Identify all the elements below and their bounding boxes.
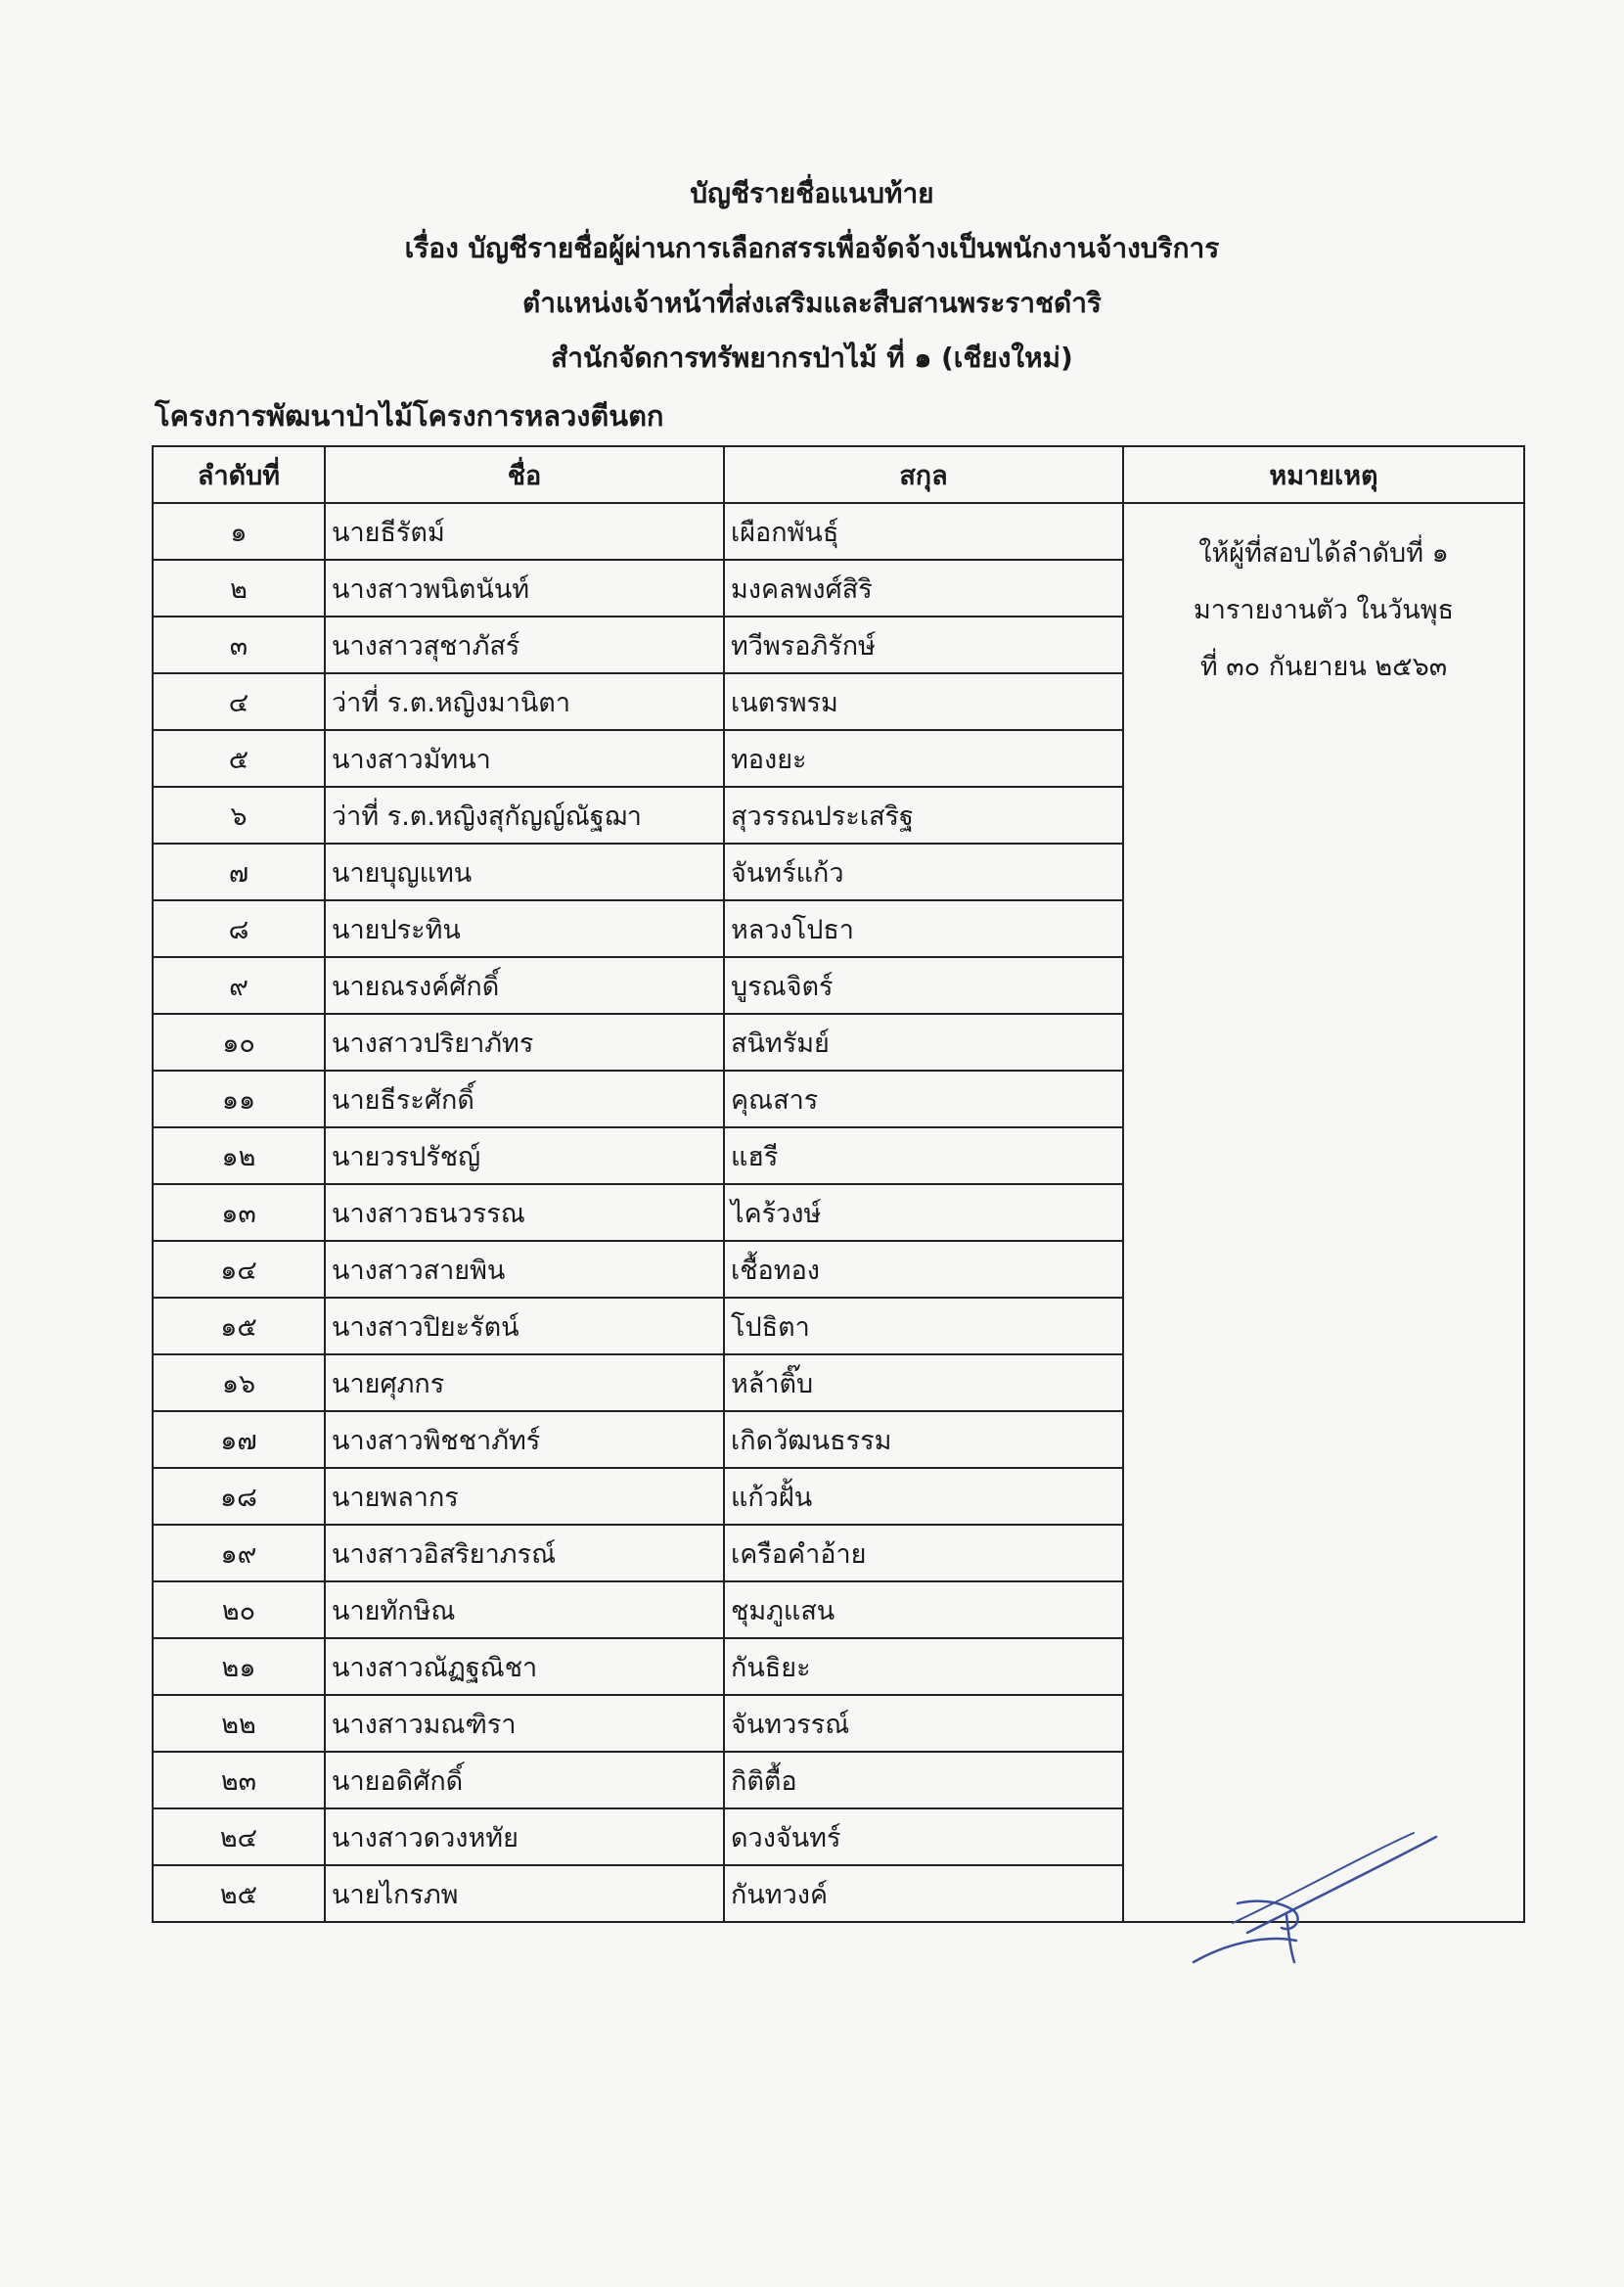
header-remark: หมายเหตุ (1123, 446, 1524, 503)
row-surname: หล้าติ๊บ (724, 1354, 1123, 1411)
row-number: ๑ (153, 503, 325, 560)
row-surname: กิติตื้อ (724, 1752, 1123, 1808)
document-header (0, 166, 1624, 386)
remark-line: มารายงานตัว ในวันพุธ (1193, 595, 1455, 625)
row-first-name: นางสาวปริยาภัทร (325, 1014, 724, 1071)
row-first-name: นายพลากร (325, 1468, 724, 1525)
row-surname: มงคลพงศ์สิริ (724, 560, 1123, 617)
row-first-name: นางสาวสุชาภัสร์ (325, 617, 724, 673)
row-surname: จันทร์แก้ว (724, 844, 1123, 900)
row-surname: เครือคำอ้าย (724, 1525, 1123, 1581)
row-first-name: นายทักษิณ (325, 1581, 724, 1638)
row-surname: ไคร้วงษ์ (724, 1184, 1123, 1241)
row-first-name: ว่าที่ ร.ต.หญิงมานิตา (325, 673, 724, 730)
header-line-3: ตำแหน่งเจ้าหน้าที่ส่งเสริมและสืบสานพระราชดำริ (522, 287, 1102, 319)
row-number: ๑๑ (153, 1071, 325, 1127)
row-number: ๒ (153, 560, 325, 617)
row-surname: เชื้อทอง (724, 1241, 1123, 1298)
row-number: ๒๑ (153, 1638, 325, 1695)
row-surname: ชุมภูแสน (724, 1581, 1123, 1638)
remark-cell (1123, 503, 1524, 1922)
row-first-name: ว่าที่ ร.ต.หญิงสุกัญญ์ณัฐฌา (325, 787, 724, 844)
row-surname: คุณสาร (724, 1071, 1123, 1127)
row-first-name: นางสาวพิชชาภัทร์ (325, 1411, 724, 1468)
remark-line: ให้ผู้ที่สอบได้ลำดับที่ ๑ (1198, 538, 1449, 569)
row-number: ๒๓ (153, 1752, 325, 1808)
row-number: ๑๖ (153, 1354, 325, 1411)
candidate-table (152, 445, 1525, 1923)
header-line-1: บัญชีรายชื่อแนบท้าย (690, 177, 934, 209)
row-first-name: นายธีระศักดิ์ (325, 1071, 724, 1127)
row-number: ๗ (153, 844, 325, 900)
row-surname: ดวงจันทร์ (724, 1808, 1123, 1865)
row-first-name: นายประทิน (325, 900, 724, 957)
row-number: ๑๘ (153, 1468, 325, 1525)
header-surname: สกุล (724, 446, 1123, 503)
row-surname: เผือกพันธุ์ (724, 503, 1123, 560)
row-number: ๒๐ (153, 1581, 325, 1638)
row-surname: บูรณจิตร์ (724, 957, 1123, 1014)
row-first-name: นายวรปรัชญ์ (325, 1127, 724, 1184)
row-number: ๔ (153, 673, 325, 730)
table-body (153, 503, 1524, 1922)
row-number: ๑๓ (153, 1184, 325, 1241)
row-number: ๙ (153, 957, 325, 1014)
header-num: ลำดับที่ (153, 446, 325, 503)
row-number: ๖ (153, 787, 325, 844)
row-first-name: นางสาวมัทนา (325, 730, 724, 787)
header-line-2: เรื่อง บัญชีรายชื่อผู้ผ่านการเลือกสรรเพื่อจัดจ้างเป็นพนักงานจ้างบริการ (404, 232, 1220, 264)
row-surname: กันทวงค์ (724, 1865, 1123, 1922)
row-surname: สนิทรัมย์ (724, 1014, 1123, 1071)
row-first-name: นางสาวดวงหทัย (325, 1808, 724, 1865)
row-surname: จันทวรรณ์ (724, 1695, 1123, 1752)
table-row (153, 503, 1524, 560)
row-number: ๒๒ (153, 1695, 325, 1752)
row-surname: สุวรรณประเสริฐ (724, 787, 1123, 844)
row-first-name: นางสาวธนวรรณ (325, 1184, 724, 1241)
row-surname: แฮรี (724, 1127, 1123, 1184)
row-number: ๑๙ (153, 1525, 325, 1581)
row-number: ๓ (153, 617, 325, 673)
signature-icon (1189, 1825, 1443, 1972)
row-first-name: นายบุญแทน (325, 844, 724, 900)
row-number: ๑๒ (153, 1127, 325, 1184)
row-surname: โปธิตา (724, 1298, 1123, 1354)
row-first-name: นางสาวสายพิน (325, 1241, 724, 1298)
row-first-name: นายณรงค์ศักดิ์ (325, 957, 724, 1014)
row-number: ๒๕ (153, 1865, 325, 1922)
header-line-4: สำนักจัดการทรัพยากรป่าไม้ ที่ ๑ (เชียงใหม่) (551, 342, 1073, 374)
row-first-name: นายอดิศักดิ์ (325, 1752, 724, 1808)
row-number: ๑๕ (153, 1298, 325, 1354)
row-number: ๕ (153, 730, 325, 787)
row-number: ๒๔ (153, 1808, 325, 1865)
row-number: ๑๐ (153, 1014, 325, 1071)
row-first-name: นายธีรัตม์ (325, 503, 724, 560)
table-header-row (153, 446, 1524, 503)
row-surname: หลวงโปธา (724, 900, 1123, 957)
row-first-name: นายศุภกร (325, 1354, 724, 1411)
row-number: ๘ (153, 900, 325, 957)
row-number: ๑๗ (153, 1411, 325, 1468)
row-first-name: นางสาวณัฏฐณิชา (325, 1638, 724, 1695)
row-first-name: นางสาวปิยะรัตน์ (325, 1298, 724, 1354)
row-number: ๑๔ (153, 1241, 325, 1298)
section-title: โครงการพัฒนาป่าไม้โครงการหลวงตีนตก (155, 399, 664, 433)
row-surname: เกิดวัฒนธรรม (724, 1411, 1123, 1468)
row-first-name: นายไกรภพ (325, 1865, 724, 1922)
row-first-name: นางสาวพนิตนันท์ (325, 560, 724, 617)
remark-line: ที่ ๓๐ กันยายน ๒๕๖๓ (1199, 652, 1448, 682)
row-surname: ทวีพรอภิรักษ์ (724, 617, 1123, 673)
row-first-name: นางสาวอิสริยาภรณ์ (325, 1525, 724, 1581)
header-name: ชื่อ (325, 446, 724, 503)
row-surname: กันธิยะ (724, 1638, 1123, 1695)
row-surname: แก้วฝั้น (724, 1468, 1123, 1525)
row-surname: ทองยะ (724, 730, 1123, 787)
row-surname: เนตรพรม (724, 673, 1123, 730)
row-first-name: นางสาวมณฑิรา (325, 1695, 724, 1752)
